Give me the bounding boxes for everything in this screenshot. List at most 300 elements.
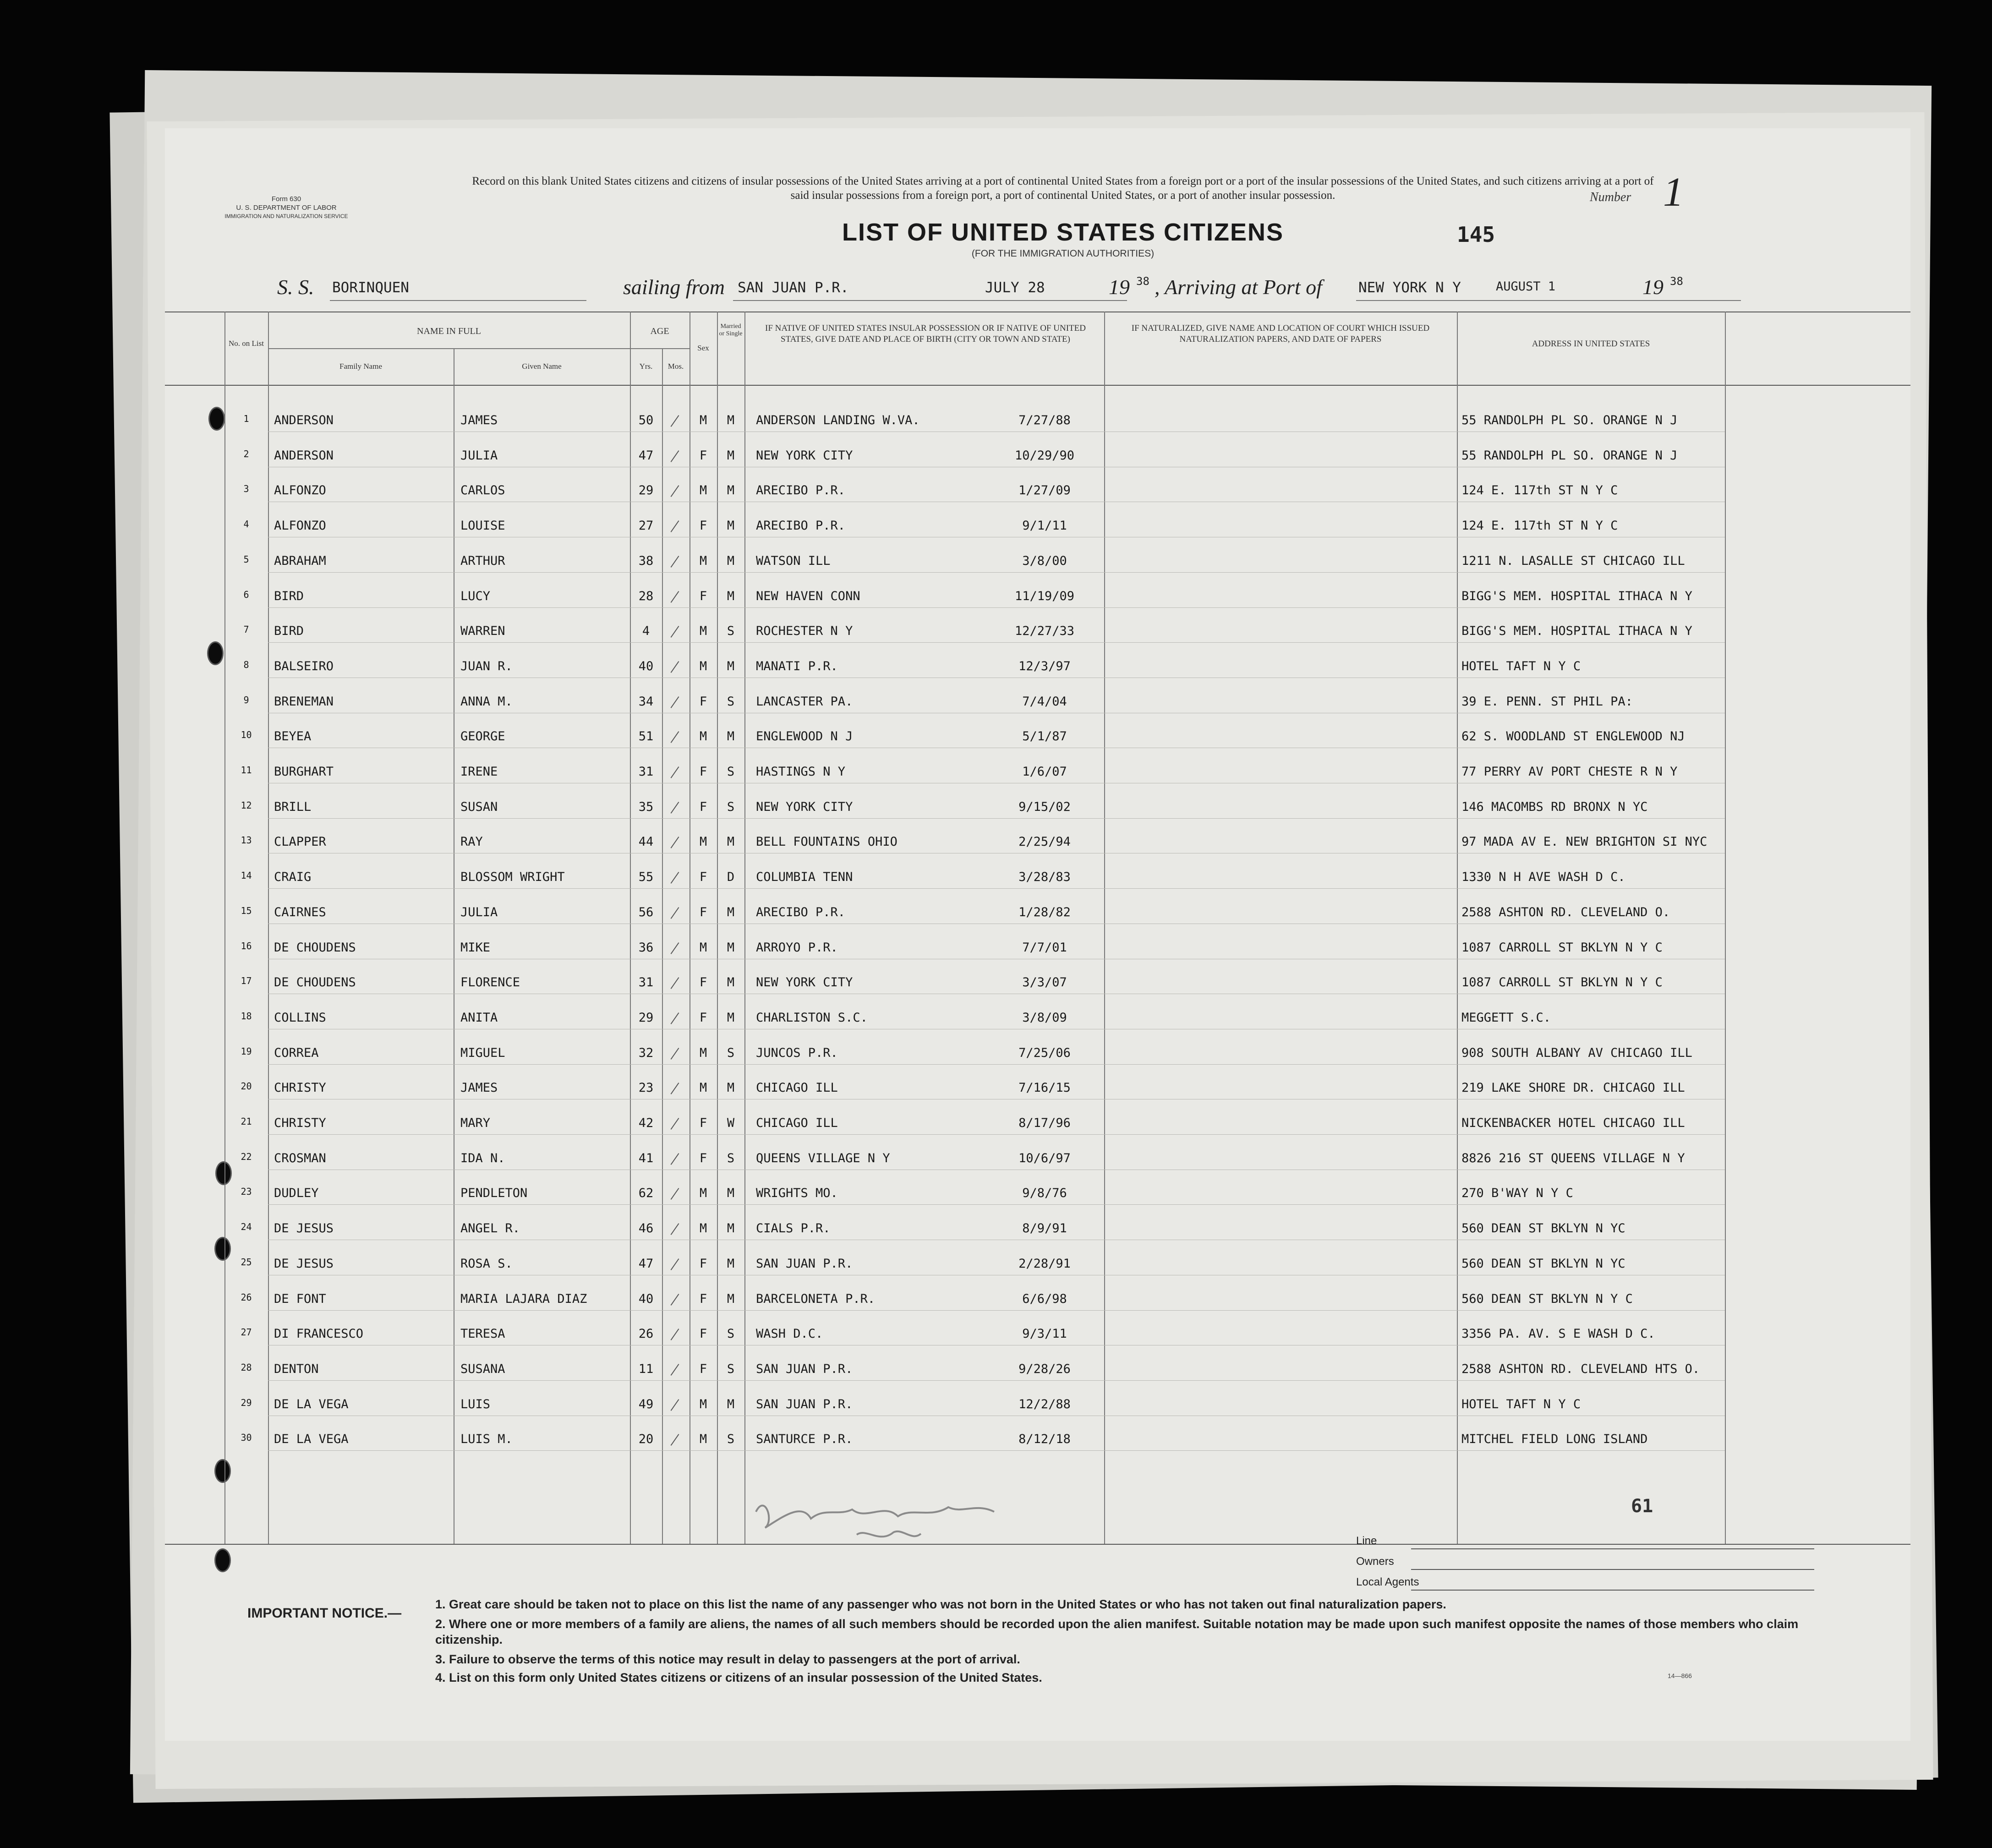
manifest-sheet [165, 128, 1910, 1741]
cell-given: IDA N. [460, 1151, 505, 1165]
cell-no: 2 [243, 448, 249, 459]
cell-sex: F [699, 905, 707, 919]
cell-date: 3/8/09 [1022, 1011, 1067, 1025]
cell-yrs: 29 [638, 1011, 654, 1025]
cell-address: BIGG'S MEM. HOSPITAL ITHACA N Y [1461, 624, 1692, 638]
cell-sex: F [699, 870, 707, 884]
cell-sex: M [699, 729, 707, 744]
cell-family: DE JESUS [274, 1257, 334, 1271]
col-age-header: AGE [650, 326, 669, 336]
cell-date: 3/28/83 [1018, 870, 1071, 884]
column-divider [1104, 312, 1105, 1544]
cell-ms: M [727, 1257, 735, 1271]
cell-ms: S [727, 800, 735, 814]
cell-date: 9/15/02 [1018, 800, 1071, 814]
cell-place: NEW YORK CITY [756, 975, 853, 990]
cell-date: 5/1/87 [1022, 729, 1067, 744]
row-rule [268, 1064, 1725, 1065]
cell-ms: M [727, 659, 735, 673]
cell-date: 9/8/76 [1022, 1186, 1067, 1200]
cell-sex: F [699, 589, 707, 603]
table-bottom-rule [165, 1544, 1910, 1545]
cell-ms: M [727, 975, 735, 990]
cell-place: CHARLISTON S.C. [756, 1011, 868, 1025]
col-given-header: Given Name [522, 362, 562, 371]
cell-place: SAN JUAN P.R. [756, 1257, 853, 1271]
cell-ms: W [727, 1116, 735, 1130]
ship-name: BORINQUEN [332, 279, 409, 296]
cell-yrs: 28 [638, 589, 654, 603]
cell-given: ANGEL R. [460, 1221, 520, 1236]
cell-family: DE LA VEGA [274, 1432, 349, 1446]
months-tick-mark [671, 591, 679, 603]
column-divider [662, 348, 663, 1544]
cell-ms: M [727, 448, 735, 463]
cell-sex: F [699, 765, 707, 779]
cell-date: 2/28/91 [1018, 1257, 1071, 1271]
cell-yrs: 26 [638, 1327, 654, 1341]
row-rule [268, 1134, 1725, 1135]
cell-given: TERESA [460, 1327, 505, 1341]
cell-date: 7/4/04 [1022, 694, 1067, 709]
cell-place: BARCELONETA P.R. [756, 1292, 876, 1306]
cell-ms: S [727, 1432, 735, 1446]
months-tick-mark [671, 977, 679, 989]
cell-ms: S [727, 694, 735, 709]
col-family-header: Family Name [339, 362, 382, 371]
cell-date: 6/6/98 [1022, 1292, 1067, 1306]
cell-ms: M [727, 554, 735, 568]
months-tick-mark [671, 1153, 679, 1165]
punch-hole [207, 641, 224, 665]
departure-port: SAN JUAN P.R. [738, 279, 849, 296]
cell-sex: M [699, 1397, 707, 1411]
cell-place: WRIGHTS MO. [756, 1186, 838, 1200]
cell-place: SAN JUAN P.R. [756, 1397, 853, 1411]
cell-ms: M [727, 1292, 735, 1306]
months-tick-mark [671, 907, 679, 919]
cell-yrs: 34 [638, 694, 654, 709]
cell-no: 29 [241, 1397, 252, 1408]
row-rule [268, 1310, 1725, 1311]
cell-ms: S [727, 1151, 735, 1165]
cell-yrs: 11 [638, 1362, 654, 1376]
cell-place: JUNCOS P.R. [756, 1046, 838, 1060]
cell-no: 11 [241, 765, 252, 776]
cell-given: MIGUEL [460, 1046, 505, 1060]
cell-date: 1/6/07 [1022, 765, 1067, 779]
cell-place: CHICAGO ILL [756, 1116, 838, 1130]
cell-date: 8/12/18 [1018, 1432, 1071, 1446]
months-tick-mark [671, 766, 679, 778]
cell-date: 7/16/15 [1018, 1081, 1071, 1095]
line-label: Line [1356, 1535, 1377, 1547]
cell-date: 10/6/97 [1018, 1151, 1071, 1165]
cell-yrs: 51 [638, 729, 654, 744]
arrival-year-prefix: 19 [1642, 275, 1664, 299]
cell-yrs: 47 [638, 1257, 654, 1271]
arriving-label: , Arriving at Port of [1155, 275, 1322, 299]
months-tick-mark [671, 1083, 679, 1094]
cell-address: 1211 N. LASALLE ST CHICAGO ILL [1461, 554, 1685, 568]
cell-sex: M [699, 554, 707, 568]
cell-yrs: 36 [638, 940, 654, 955]
agents-label: Local Agents [1356, 1576, 1419, 1588]
cell-date: 9/3/11 [1022, 1327, 1067, 1341]
cell-sex: F [699, 1151, 707, 1165]
year-prefix: 19 [1109, 275, 1130, 299]
cell-family: BRILL [274, 800, 312, 814]
cell-no: 3 [243, 483, 249, 494]
cell-place: SAN JUAN P.R. [756, 1362, 853, 1376]
cell-ms: M [727, 1397, 735, 1411]
cell-yrs: 35 [638, 800, 654, 814]
cell-place: CHICAGO ILL [756, 1081, 838, 1095]
cell-address: HOTEL TAFT N Y C [1461, 1397, 1581, 1411]
cell-given: SUSANA [460, 1362, 505, 1376]
cell-yrs: 40 [638, 659, 654, 673]
subheader-rule [268, 348, 690, 349]
cell-given: LOUISE [460, 519, 505, 533]
cell-yrs: 50 [638, 413, 654, 427]
cell-given: RAY [460, 835, 483, 849]
notice-2: 2. Where one or more members of a family are aliens, the names of all such members should be recorded upon the alien manifest. Suitable notation may be made upon such manifest opposite the names of those members who claim citizenship. [435, 1617, 1799, 1646]
cell-address: 219 LAKE SHORE DR. CHICAGO ILL [1461, 1081, 1685, 1095]
page-subtitle: (FOR THE IMMIGRATION AUTHORITIES) [971, 248, 1155, 259]
cell-ms: M [727, 589, 735, 603]
cell-no: 6 [243, 589, 249, 600]
col-name-header: NAME IN FULL [417, 326, 481, 336]
months-tick-mark [671, 1188, 679, 1200]
cell-date: 9/28/26 [1018, 1362, 1071, 1376]
cell-yrs: 62 [638, 1186, 654, 1200]
cell-family: BURGHART [274, 765, 334, 779]
punch-hole [214, 1459, 231, 1483]
cell-ms: S [727, 1046, 735, 1060]
row-rule [268, 818, 1725, 819]
cell-given: JUAN R. [460, 659, 513, 673]
cell-given: SUSAN [460, 800, 498, 814]
service-name: IMMIGRATION AND NATURALIZATION SERVICE [224, 213, 348, 219]
cell-sex: F [699, 1257, 707, 1271]
column-divider [744, 312, 745, 1544]
cell-family: CRAIG [274, 870, 312, 884]
cell-sex: F [699, 1362, 707, 1376]
cell-given: JAMES [460, 413, 498, 427]
cell-ms: M [727, 940, 735, 955]
cell-yrs: 46 [638, 1221, 654, 1236]
cell-family: DE CHOUDENS [274, 975, 356, 990]
cell-sex: F [699, 1116, 707, 1130]
ship-underline [330, 300, 586, 301]
cell-place: ANDERSON LANDING W.VA. [756, 413, 920, 427]
cell-yrs: 56 [638, 905, 654, 919]
months-tick-mark [671, 837, 679, 848]
cell-no: 26 [241, 1292, 252, 1303]
cell-sex: F [699, 1327, 707, 1341]
cell-address: 2588 ASHTON RD. CLEVELAND HTS O. [1461, 1362, 1700, 1376]
months-tick-mark [671, 696, 679, 708]
cell-yrs: 41 [638, 1151, 654, 1165]
cell-sex: M [699, 659, 707, 673]
months-tick-mark [671, 1012, 679, 1024]
cell-family: BRENEMAN [274, 694, 334, 709]
cell-given: FLORENCE [460, 975, 520, 990]
cell-no: 19 [241, 1046, 252, 1057]
cell-yrs: 44 [638, 835, 654, 849]
cell-ms: M [727, 729, 735, 744]
notice-1: 1. Great care should be taken not to place on this list the name of any passenger who was not born in the United States or who has not taken out final naturalization papers. [435, 1597, 1446, 1611]
cell-yrs: 23 [638, 1081, 654, 1095]
cell-date: 12/27/33 [1014, 624, 1075, 638]
column-divider [268, 312, 269, 1544]
cell-address: 560 DEAN ST BKLYN N Y C [1461, 1292, 1633, 1306]
months-tick-mark [671, 1118, 679, 1130]
cell-given: ROSA S. [460, 1257, 513, 1271]
cell-family: ANDERSON [274, 448, 334, 463]
cell-sex: M [699, 940, 707, 955]
cell-address: 97 MADA AV E. NEW BRIGHTON SI NYC [1461, 835, 1707, 849]
column-divider [1457, 312, 1458, 1544]
months-tick-mark [671, 1329, 679, 1340]
cell-date: 2/25/94 [1018, 835, 1071, 849]
cell-address: 908 SOUTH ALBANY AV CHICAGO ILL [1461, 1046, 1692, 1060]
cell-place: ENGLEWOOD N J [756, 729, 853, 744]
cell-no: 5 [243, 554, 249, 565]
col-address-header: ADDRESS IN UNITED STATES [1532, 339, 1650, 349]
cell-address: 55 RANDOLPH PL SO. ORANGE N J [1461, 448, 1678, 463]
months-tick-mark [671, 1399, 679, 1411]
cell-no: 25 [241, 1257, 252, 1268]
cell-sex: M [699, 1081, 707, 1095]
arrival-date: AUGUST 1 [1496, 279, 1556, 294]
cell-yrs: 31 [638, 765, 654, 779]
cell-sex: F [699, 519, 707, 533]
cell-family: CLAPPER [274, 835, 326, 849]
arrival-year: 38 [1670, 275, 1683, 288]
cell-place: MANATI P.R. [756, 659, 838, 673]
cell-date: 7/27/88 [1018, 413, 1071, 427]
cell-given: MIKE [460, 940, 491, 955]
cell-given: JAMES [460, 1081, 498, 1095]
cell-date: 7/25/06 [1018, 1046, 1071, 1060]
cell-no: 10 [241, 729, 252, 740]
months-tick-mark [671, 1048, 679, 1060]
cell-address: 77 PERRY AV PORT CHESTE R N Y [1461, 765, 1678, 779]
owners-label: Owners [1356, 1555, 1394, 1568]
cell-date: 1/28/82 [1018, 905, 1071, 919]
months-tick-mark [671, 731, 679, 743]
months-tick-mark [671, 556, 679, 568]
sailing-label: sailing from [623, 275, 725, 299]
months-tick-mark [671, 661, 679, 673]
cell-place: ARECIBO P.R. [756, 483, 846, 498]
cell-address: 124 E. 117th ST N Y C [1461, 519, 1618, 533]
col-yrs-header: Yrs. [639, 362, 653, 371]
cell-family: CORREA [274, 1046, 319, 1060]
cell-ms: S [727, 765, 735, 779]
months-tick-mark [671, 872, 679, 884]
cell-address: BIGG'S MEM. HOSPITAL ITHACA N Y [1461, 589, 1692, 603]
cell-given: WARREN [460, 624, 505, 638]
cell-place: LANCASTER PA. [756, 694, 853, 709]
cell-family: DE LA VEGA [274, 1397, 349, 1411]
cell-yrs: 31 [638, 975, 654, 990]
cell-ms: M [727, 413, 735, 427]
cell-address: HOTEL TAFT N Y C [1461, 659, 1581, 673]
cell-given: LUCY [460, 589, 491, 603]
cell-family: DUDLEY [274, 1186, 319, 1200]
cell-family: ABRAHAM [274, 554, 326, 568]
cell-date: 8/9/91 [1022, 1221, 1067, 1236]
cell-no: 9 [243, 694, 249, 705]
row-rule [268, 888, 1725, 889]
form-identifier [213, 195, 360, 221]
cell-address: MITCHEL FIELD LONG ISLAND [1461, 1432, 1648, 1446]
cell-sex: M [699, 624, 707, 638]
cell-place: ARECIBO P.R. [756, 905, 846, 919]
cell-ms: M [727, 835, 735, 849]
cell-given: LUIS M. [460, 1432, 513, 1446]
line-field [1411, 1548, 1814, 1549]
cell-given: MARY [460, 1116, 491, 1130]
cell-ms: M [727, 905, 735, 919]
cell-address: 560 DEAN ST BKLYN N YC [1461, 1221, 1625, 1236]
cell-sex: F [699, 1292, 707, 1306]
agents-field [1411, 1590, 1814, 1591]
cell-yrs: 4 [642, 624, 650, 638]
months-tick-mark [671, 1258, 679, 1270]
cell-address: 2588 ASHTON RD. CLEVELAND O. [1461, 905, 1670, 919]
cell-no: 30 [241, 1432, 252, 1443]
cell-date: 1/27/09 [1018, 483, 1071, 498]
cell-sex: M [699, 1186, 707, 1200]
punch-hole [214, 1548, 231, 1572]
cell-given: LUIS [460, 1397, 491, 1411]
row-rule [268, 607, 1725, 608]
cell-yrs: 42 [638, 1116, 654, 1130]
cell-no: 4 [243, 519, 249, 530]
cell-yrs: 32 [638, 1046, 654, 1060]
cell-family: CHRISTY [274, 1081, 326, 1095]
cell-address: 1330 N H AVE WASH D C. [1461, 870, 1625, 884]
cell-no: 14 [241, 870, 252, 881]
col-marital-header: Married or Single [719, 323, 743, 337]
cell-date: 7/7/01 [1022, 940, 1067, 955]
cell-place: BELL FOUNTAINS OHIO [756, 835, 897, 849]
cell-ms: M [727, 1081, 735, 1095]
departure-date: JULY 28 [985, 279, 1045, 296]
cell-yrs: 49 [638, 1397, 654, 1411]
number-label: Number [1590, 190, 1631, 204]
months-tick-mark [671, 415, 679, 427]
col-naturalized-header: IF NATURALIZED, GIVE NAME AND LOCATION OF COURT WHICH ISSUED NATURALIZATION PAPERS, AND DATE OF PAPERS [1131, 323, 1430, 344]
cell-ms: M [727, 1186, 735, 1200]
col-sex-header: Sex [697, 344, 709, 352]
cell-no: 27 [241, 1327, 252, 1338]
cell-family: BIRD [274, 589, 304, 603]
cell-ms: M [727, 1221, 735, 1236]
record-instructions: Record on this blank United States citizens and citizens of insular possessions of the United States arriving at a port of continental United States from a foreign port or a port of the insular possessions of the United States, and such citizens arriving at a port of said insular possessions from a foreign port, a port of continental United States, or a port of another insular possession. [472, 175, 1654, 202]
cell-address: 1087 CARROLL ST BKLYN N Y C [1461, 940, 1663, 955]
cell-sex: F [699, 448, 707, 463]
cell-given: BLOSSOM WRIGHT [460, 870, 565, 884]
cell-no: 24 [241, 1221, 252, 1232]
cell-given: JULIA [460, 905, 498, 919]
cell-address: 39 E. PENN. ST PHIL PA: [1461, 694, 1633, 709]
cell-address: MEGGETT S.C. [1461, 1011, 1551, 1025]
cell-sex: M [699, 1046, 707, 1060]
cell-place: WASH D.C. [756, 1327, 823, 1341]
cell-place: ARROYO P.R. [756, 940, 838, 955]
cell-ms: S [727, 624, 735, 638]
cell-yrs: 29 [638, 483, 654, 498]
cell-sex: F [699, 800, 707, 814]
cell-date: 11/19/09 [1014, 589, 1075, 603]
row-rule [268, 1450, 1725, 1451]
cell-address: 270 B'WAY N Y C [1461, 1186, 1573, 1200]
cell-family: DE CHOUDENS [274, 940, 356, 955]
cell-given: ARTHUR [460, 554, 505, 568]
cell-place: HASTINGS N Y [756, 765, 846, 779]
cell-no: 8 [243, 659, 249, 670]
months-tick-mark [671, 520, 679, 532]
cell-address: 8826 216 ST QUEENS VILLAGE N Y [1461, 1151, 1685, 1165]
page-total: 61 [1631, 1496, 1653, 1517]
cell-place: WATSON ILL [756, 554, 831, 568]
cell-yrs: 47 [638, 448, 654, 463]
cell-address: 146 MACOMBS RD BRONX N YC [1461, 800, 1648, 814]
cell-family: CHRISTY [274, 1116, 326, 1130]
cell-no: 22 [241, 1151, 252, 1162]
cell-sex: F [699, 694, 707, 709]
months-tick-mark [671, 942, 679, 954]
cell-place: CIALS P.R. [756, 1221, 831, 1236]
cell-yrs: 40 [638, 1292, 654, 1306]
header-bottom-rule [165, 385, 1910, 386]
cell-no: 12 [241, 800, 252, 811]
cell-address: NICKENBACKER HOTEL CHICAGO ILL [1461, 1116, 1685, 1130]
cell-family: DENTON [274, 1362, 319, 1376]
cell-address: 3356 PA. AV. S E WASH D C. [1461, 1327, 1655, 1341]
cell-sex: M [699, 835, 707, 849]
cell-family: DI FRANCESCO [274, 1327, 364, 1341]
page-stamp: 145 [1457, 222, 1495, 247]
cell-place: NEW HAVEN CONN [756, 589, 860, 603]
cell-family: ALFONZO [274, 519, 326, 533]
cell-family: DE JESUS [274, 1221, 334, 1236]
cell-place: NEW YORK CITY [756, 448, 853, 463]
cell-family: COLLINS [274, 1011, 326, 1025]
col-mos-header: Mos. [668, 362, 684, 371]
cell-family: CAIRNES [274, 905, 326, 919]
cell-ms: D [727, 870, 735, 884]
form-number: Form 630 [271, 195, 301, 203]
cell-no: 1 [243, 413, 249, 424]
list-number: 1 [1663, 169, 1684, 215]
cell-ms: M [727, 1011, 735, 1025]
cell-date: 9/1/11 [1022, 519, 1067, 533]
months-tick-mark [671, 1364, 679, 1376]
owners-field [1411, 1569, 1814, 1570]
col-no-header: No. on List [229, 339, 264, 348]
cell-no: 13 [241, 835, 252, 846]
cell-given: IRENE [460, 765, 498, 779]
inspector-signature [747, 1484, 1003, 1553]
months-tick-mark [671, 1294, 679, 1306]
cell-given: ANITA [460, 1011, 498, 1025]
months-tick-mark [671, 450, 679, 462]
